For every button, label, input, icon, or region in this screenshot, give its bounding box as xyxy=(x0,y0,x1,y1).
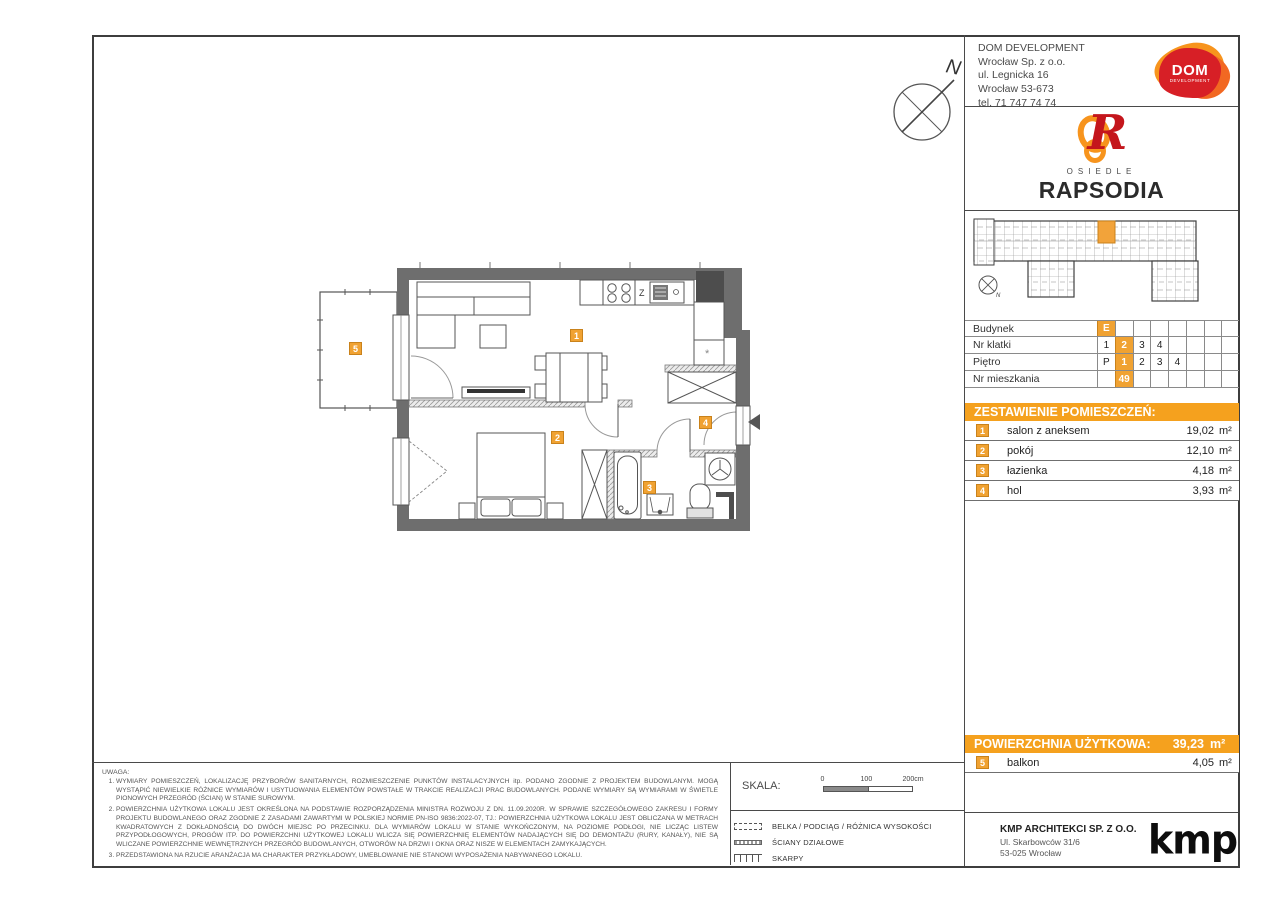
table-row xyxy=(965,337,1239,354)
room-number-badge: 5 xyxy=(976,756,989,769)
scale-block xyxy=(730,762,965,810)
divider-estate xyxy=(964,210,1238,211)
balcony-row xyxy=(965,753,1239,773)
legend-row xyxy=(734,818,965,834)
washing-machine-icon xyxy=(705,453,735,485)
compass-north-label: N xyxy=(944,55,963,80)
table-row xyxy=(965,371,1239,388)
scale-bar xyxy=(820,776,924,796)
cell: 4 xyxy=(1168,354,1186,370)
notes-list xyxy=(102,778,718,860)
room-area-unit: m² xyxy=(1219,484,1232,497)
beam-symbol-icon xyxy=(734,823,766,830)
developer-info xyxy=(978,42,1085,110)
logo-blob-red xyxy=(1159,48,1221,98)
utility-shaft xyxy=(716,492,734,519)
cell xyxy=(1133,371,1151,387)
table-row xyxy=(965,354,1239,371)
dom-development-logo xyxy=(1150,42,1232,102)
cell xyxy=(1150,371,1168,387)
entrance-door xyxy=(736,406,750,445)
monogram-letter: R xyxy=(1087,105,1128,161)
room-area-unit: m² xyxy=(1219,756,1232,769)
room-area-unit: m² xyxy=(1219,464,1232,477)
cell xyxy=(1186,337,1204,353)
total-area-unit: m² xyxy=(1210,737,1226,751)
developer-line: ul. Legnicka 16 xyxy=(978,69,1049,82)
rapsodia-monogram xyxy=(1074,105,1130,165)
cell xyxy=(1221,371,1239,387)
wardrobe-hall xyxy=(668,372,736,403)
cell xyxy=(1168,337,1186,353)
plan-badge-salon: 1 xyxy=(570,329,583,342)
cell-staircase: 2 xyxy=(1115,337,1133,353)
nightstand xyxy=(547,503,563,519)
room-name: hol xyxy=(1007,484,1022,497)
architect-address-line: 53-025 Wrocław xyxy=(1000,848,1062,859)
room-number-badge: 3 xyxy=(976,464,989,477)
cell-building: E xyxy=(1097,321,1115,336)
total-area-value: 39,23 xyxy=(1172,737,1204,751)
kitchen-sink-label: Z xyxy=(639,288,645,298)
door-swings xyxy=(585,404,737,452)
plan-badge-hol: 4 xyxy=(699,416,712,429)
estate-logo xyxy=(965,105,1238,204)
bed xyxy=(477,433,545,519)
scale-tick: 100 xyxy=(860,776,873,783)
sink-icon xyxy=(650,282,684,303)
balcony-list xyxy=(965,753,1239,773)
building-block xyxy=(974,219,994,265)
bathtub xyxy=(614,452,641,519)
logo-text: DOM xyxy=(1171,61,1209,79)
row-label: Budynek xyxy=(973,322,1014,335)
scale-label: SKALA: xyxy=(742,780,781,792)
developer-line: Wrocław Sp. z o.o. xyxy=(978,55,1066,68)
architect-address xyxy=(1000,837,1137,860)
rooms-header-label: ZESTAWIENIE POMIESZCZEŃ: xyxy=(974,405,1156,419)
architect-name: KMP ARCHITEKCI SP. Z O.O. xyxy=(1000,824,1137,835)
room-area-unit: m² xyxy=(1219,444,1232,457)
plan-badge-lazienka: 3 xyxy=(643,481,656,494)
legend-label: ŚCIANY DZIAŁOWE xyxy=(772,837,845,847)
cell: 2 xyxy=(1133,354,1151,370)
washbasin xyxy=(647,494,673,515)
cell xyxy=(1204,354,1222,370)
kitchen-tall-cabinet xyxy=(696,271,724,302)
dining-table xyxy=(535,353,607,402)
north-compass xyxy=(880,48,975,153)
cell xyxy=(1133,321,1151,336)
developer-line: tel. 71 747 74 74 xyxy=(978,96,1057,109)
cell xyxy=(1204,337,1222,353)
note-item: 1. WYMIARY POMIESZCZEŃ, LOKALIZACJĘ PRZYBORÓW SANITARNYCH, ROZMIESZCZENIE PUNKTÓW INSTALACYJNYCH itp. PODANO ZGODNIE Z PROJEKTEM BUDOWLANYM. MOGĄ WYSTĄPIĆ NIEWIELKIE RÓŻNICE WYMIARÓW I USYTUOWANIA ELEMENTÓW POWSTAŁE W TRAKCIE REALIZACJI PRAC BUDOWLANYCH. PODANE WYMIARY SĄ WYMIARAMI W ŚWIETLE PIONOWYCH PRZEGRÓD (ŚCIAN) W STANIE SUROWYM. xyxy=(116,778,718,804)
plan-badge-pokoj: 2 xyxy=(551,431,564,444)
cell xyxy=(1186,354,1204,370)
building-wing xyxy=(1028,261,1074,297)
stove-icon xyxy=(603,280,635,305)
legend-block xyxy=(730,814,965,866)
site-plan xyxy=(968,213,1236,317)
room-row xyxy=(965,421,1239,441)
cell xyxy=(1097,371,1115,387)
total-area-bar xyxy=(965,735,1239,753)
legend-label: SKARPY xyxy=(772,853,804,863)
kmp-logo: kmp xyxy=(1148,816,1238,864)
room-number-badge: 2 xyxy=(976,444,989,457)
plan-badge-balkon: 5 xyxy=(349,342,362,355)
fridge-icon xyxy=(694,340,724,365)
cell xyxy=(1221,337,1239,353)
room-area-unit: m² xyxy=(1219,424,1232,437)
room-row xyxy=(965,481,1239,501)
room-area: 19,02 xyxy=(1186,424,1214,437)
cell xyxy=(1186,371,1204,387)
room-name: łazienka xyxy=(1007,464,1048,477)
developer-name: DOM DEVELOPMENT xyxy=(978,42,1085,54)
cell xyxy=(1221,321,1239,336)
scale-tick: 0 xyxy=(820,776,825,783)
site-compass-icon xyxy=(979,276,1001,299)
estate-prefix: OSIEDLE xyxy=(1066,167,1137,176)
rooms-header xyxy=(965,403,1239,421)
dimension-ticks xyxy=(420,262,700,268)
coffee-table xyxy=(480,325,506,348)
wardrobe-bedroom xyxy=(582,450,607,519)
floor-plan xyxy=(290,248,780,548)
legend-row xyxy=(734,834,965,850)
developer-line: Wrocław 53-673 xyxy=(978,82,1054,95)
room-name: pokój xyxy=(1007,444,1034,457)
note-item: 3. PRZEDSTAWIONA NA RZUCIE ARANŻACJA MA CHARAKTER PRZYKŁADOWY, UMEBLOWANIE NIE STANOWI WYPOSAŻENIA NABYWANEGO LOKALU. xyxy=(116,852,718,861)
nightstand xyxy=(459,503,475,519)
room-area: 4,18 xyxy=(1192,464,1214,477)
room-name: balkon xyxy=(1007,756,1040,769)
slope-symbol-icon xyxy=(734,854,766,862)
svg-text:N: N xyxy=(996,293,1001,299)
scale-bar-graphic xyxy=(823,786,913,792)
sofa xyxy=(417,282,530,348)
room-area: 3,93 xyxy=(1192,484,1214,497)
cell: 3 xyxy=(1150,354,1168,370)
cell xyxy=(1221,354,1239,370)
unit-location-table xyxy=(965,320,1239,388)
cell xyxy=(1115,321,1133,336)
cell-apartment-number: 49 xyxy=(1115,371,1133,387)
highlighted-unit xyxy=(1098,221,1115,243)
estate-name: RAPSODIA xyxy=(1038,177,1165,203)
architect-block xyxy=(1000,824,1137,860)
total-area-label: POWIERZCHNIA UŻYTKOWA: xyxy=(974,737,1151,751)
row-label: Nr klatki xyxy=(973,339,1011,351)
table-row xyxy=(965,320,1239,337)
cell xyxy=(1168,321,1186,336)
room-row xyxy=(965,441,1239,461)
divider-scale-legend xyxy=(730,810,965,811)
room-area: 4,05 xyxy=(1192,756,1214,769)
legend-row xyxy=(734,850,965,866)
room-row xyxy=(965,461,1239,481)
bedroom-window xyxy=(393,438,447,505)
divider-balcony-architect xyxy=(964,812,1238,813)
architect-address-line: Ul. Skarbowców 31/6 xyxy=(1000,837,1080,847)
cell xyxy=(1150,321,1168,336)
cell xyxy=(1168,371,1186,387)
row-label: Nr mieszkania xyxy=(973,373,1040,385)
scale-tick: 200cm xyxy=(902,776,924,783)
cell: 3 xyxy=(1133,337,1151,353)
cell: 4 xyxy=(1150,337,1168,353)
svg-text:*: * xyxy=(705,348,710,360)
room-name: salon z aneksem xyxy=(1007,424,1090,437)
room-number-badge: 1 xyxy=(976,424,989,437)
cell: 1 xyxy=(1097,337,1115,353)
room-area: 12,10 xyxy=(1186,444,1214,457)
notes-block xyxy=(92,762,730,866)
logo-subtext: DEVELOPMENT xyxy=(1169,77,1211,83)
tv-stand xyxy=(462,387,530,398)
note-item: 2. POWIERZCHNIA UŻYTKOWA LOKALU JEST OKREŚLONA NA PODSTAWIE ROZPORZĄDZENIA MINISTRA ROZWOJU Z DN. 11.09.2020R. W SPRAWIE SZCZEGÓŁOWEGO ZAKRESU I FORMY PROJEKTU BUDOWLANEGO ORAZ ZGODNIE Z ZASADAMI ZAWARTYMI W POLSKIEJ NORMIE PN-ISO 9836:2022-07, TJ.: POWIERZCHNIA UŻYTKOWA LOKALU JEST OBLICZANA W METRACH KWADRATOWYCH Z DOKŁADNOŚCIĄ DO DWÓCH MIEJSC PO PRZECINKU. DLA WYMIARÓW LOKALU W STANIE WYKOŃCZONYM, NA POZIOMIE PODŁOGI, NIE LICZĄC LISTEW PRZYPODŁOGOWYCH, PROGÓW ITP. DO POWIERZCHNI UŻYTKOWEJ LOKALU WLICZA SIĘ POWIERZCHNIĘ ELEMENTÓW NADAJĄCYCH SIĘ DO DEMONTAŻU (RURY, KANAŁY), NIE SĄ WLICZANE POWIERZCHNIE WEWNĘTRZNYCH PRZEGRÓD BUDOWLANYCH, OTWORÓW NA DRZWI I OKNA ORAZ NISZE W ELEMENTACH ZAMYKAJĄCYCH. xyxy=(116,806,718,850)
building-wing xyxy=(1152,261,1198,301)
legend-label: BELKA / PODCIĄG / RÓŻNICA WYSOKOŚCI xyxy=(772,821,932,831)
toilet-icon xyxy=(687,484,713,518)
cell xyxy=(1204,321,1222,336)
cell xyxy=(1204,371,1222,387)
cell xyxy=(1186,321,1204,336)
cell: P xyxy=(1097,354,1115,370)
room-number-badge: 4 xyxy=(976,484,989,497)
rooms-list xyxy=(965,421,1239,501)
cell-floor: 1 xyxy=(1115,354,1133,370)
notes-title: UWAGA: xyxy=(102,769,130,776)
row-label: Piętro xyxy=(973,356,1001,368)
partition-wall-symbol-icon xyxy=(734,840,766,845)
